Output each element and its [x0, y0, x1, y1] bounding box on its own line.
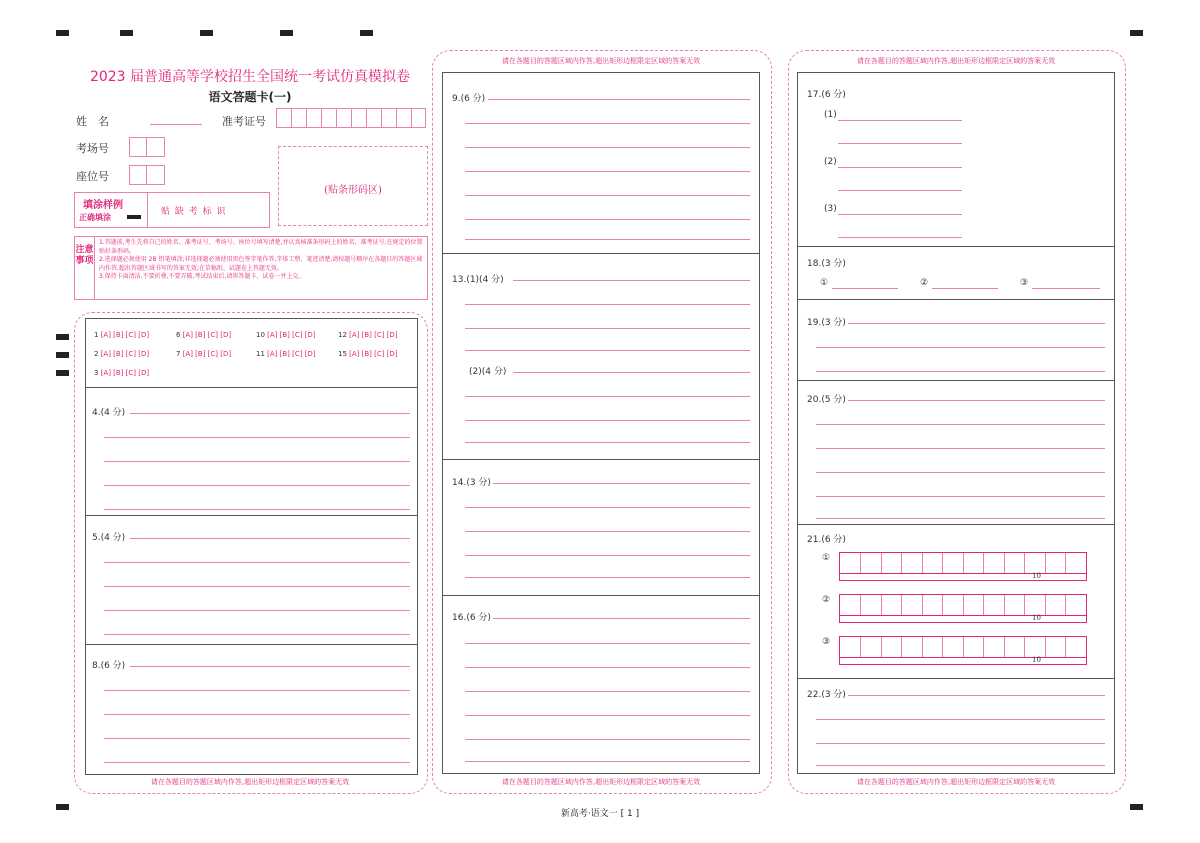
room-label: 考场号	[76, 142, 109, 155]
panel-warning: 请在各题目的答题区域内作答,超出矩形边框限定区域的答案无效	[150, 778, 350, 786]
question-17-1-label: (1)	[824, 110, 837, 120]
mc-row[interactable]: 10 [A] [B] [C] [D]	[256, 331, 316, 339]
question-5-label: 5.(4 分)	[92, 533, 126, 543]
mc-row[interactable]: 2 [A] [B] [C] [D]	[94, 350, 150, 358]
registration-mark	[56, 352, 69, 358]
mc-row[interactable]: 15 [A] [B] [C] [D]	[338, 350, 398, 358]
registration-mark	[1130, 30, 1143, 36]
question-8-label: 8.(6 分)	[92, 661, 126, 671]
question-20-label: 20.(5 分)	[807, 395, 846, 405]
notice-head: 注意事项	[75, 237, 95, 299]
question-19-label: 19.(3 分)	[807, 318, 846, 328]
name-label: 姓 名	[76, 115, 109, 128]
question-9-label: 9.(6 分)	[452, 94, 486, 104]
mc-row[interactable]: 7 [A] [B] [C] [D]	[176, 350, 232, 358]
char-count: 10	[1032, 656, 1041, 664]
question-18-2-label: ②	[920, 278, 929, 288]
question-18-label: 18.(3 分)	[807, 259, 846, 269]
seat-boxes[interactable]	[129, 165, 165, 185]
mc-row[interactable]: 6 [A] [B] [C] [D]	[176, 331, 232, 339]
room-boxes[interactable]	[129, 137, 165, 157]
missing-exam-mark-label: 贴 缺 考 标 识	[161, 207, 227, 217]
question-21-label: 21.(6 分)	[807, 535, 846, 545]
registration-mark	[360, 30, 373, 36]
answer-area-left	[85, 318, 418, 775]
panel-warning: 请在各题目的答题区域内作答,超出矩形边框限定区域的答案无效	[856, 57, 1056, 65]
notice-item: 2.选择题必须使用 2B 铅笔填涂;非选择题必须使用黑色签字笔作答,字体工整、笔迹清楚,请按题号顺序在各题目的答题区域内作答,超出答题区域书写的答案无效;在草稿纸、试题卷上答题无效。	[99, 256, 423, 272]
name-field[interactable]	[150, 124, 202, 125]
panel-warning: 请在各题目的答题区域内作答,超出矩形边框限定区域的答案无效	[501, 57, 701, 65]
question-22-label: 22.(3 分)	[807, 690, 846, 700]
question-21-2-grid[interactable]	[839, 594, 1087, 623]
question-17-3-label: (3)	[824, 204, 837, 214]
panel-warning: 请在各题目的答题区域内作答,超出矩形边框限定区域的答案无效	[501, 778, 701, 786]
registration-mark	[56, 334, 69, 340]
answer-area-right	[797, 72, 1115, 774]
mc-row[interactable]: 12 [A] [B] [C] [D]	[338, 331, 398, 339]
panel-warning: 请在各题目的答题区域内作答,超出矩形边框限定区域的答案无效	[856, 778, 1056, 786]
question-14-label: 14.(3 分)	[452, 478, 491, 488]
fill-sample-box	[74, 192, 270, 228]
mc-row[interactable]: 11 [A] [B] [C] [D]	[256, 350, 316, 358]
question-17-label: 17.(6 分)	[807, 90, 846, 100]
registration-mark	[120, 30, 133, 36]
question-21-3-label: ③	[822, 637, 831, 647]
question-13-2-label: (2)(4 分)	[469, 367, 507, 377]
barcode-label: (贴条形码区)	[324, 185, 382, 196]
registration-mark	[200, 30, 213, 36]
notice-item: 1.答题前,考生先将自己的姓名、准考证号、考场号、座位号填写清楚,并认真核准条形码上的姓名、准考证号,在规定的位置贴好条形码。	[99, 239, 423, 255]
mc-row[interactable]: 3 [A] [B] [C] [D]	[94, 369, 150, 377]
seat-label: 座位号	[76, 170, 109, 183]
exam-title: 2023 届普通高等学校招生全国统一考试仿真模拟卷	[89, 69, 411, 85]
notice-item: 3.保持卡面清洁,不要折叠,不要弄破,考试结束后,请将答题卡、试卷一并上交。	[99, 273, 305, 280]
fill-sample-title: 填涂样例	[83, 200, 123, 211]
exam-id-label: 准考证号	[222, 115, 266, 128]
registration-mark	[56, 30, 69, 36]
question-18-1-label: ①	[820, 278, 829, 288]
registration-mark	[280, 30, 293, 36]
question-4-label: 4.(4 分)	[92, 408, 126, 418]
question-16-label: 16.(6 分)	[452, 613, 491, 623]
correct-fill-label: 正确填涂	[79, 213, 111, 222]
registration-mark	[56, 370, 69, 376]
question-21-2-label: ②	[822, 595, 831, 605]
question-21-3-grid[interactable]	[839, 636, 1087, 665]
card-subtitle: 语文答题卡(一)	[208, 90, 292, 104]
char-count: 10	[1032, 572, 1041, 580]
notice-box	[74, 236, 428, 300]
question-13-1-label: 13.(1)(4 分)	[452, 275, 504, 285]
answer-area-middle	[442, 72, 760, 774]
page-footer: 新高考·语文一 [ 1 ]	[560, 809, 640, 819]
barcode-area	[278, 146, 428, 226]
correct-fill-sample	[127, 215, 141, 219]
char-count: 10	[1032, 614, 1041, 622]
notice-body	[99, 239, 425, 282]
question-17-2-label: (2)	[824, 157, 837, 167]
question-21-1-label: ①	[822, 553, 831, 563]
mc-row[interactable]: 1 [A] [B] [C] [D]	[94, 331, 150, 339]
exam-id-boxes[interactable]	[276, 108, 426, 128]
question-21-1-grid[interactable]	[839, 552, 1087, 581]
question-18-3-label: ③	[1020, 278, 1029, 288]
